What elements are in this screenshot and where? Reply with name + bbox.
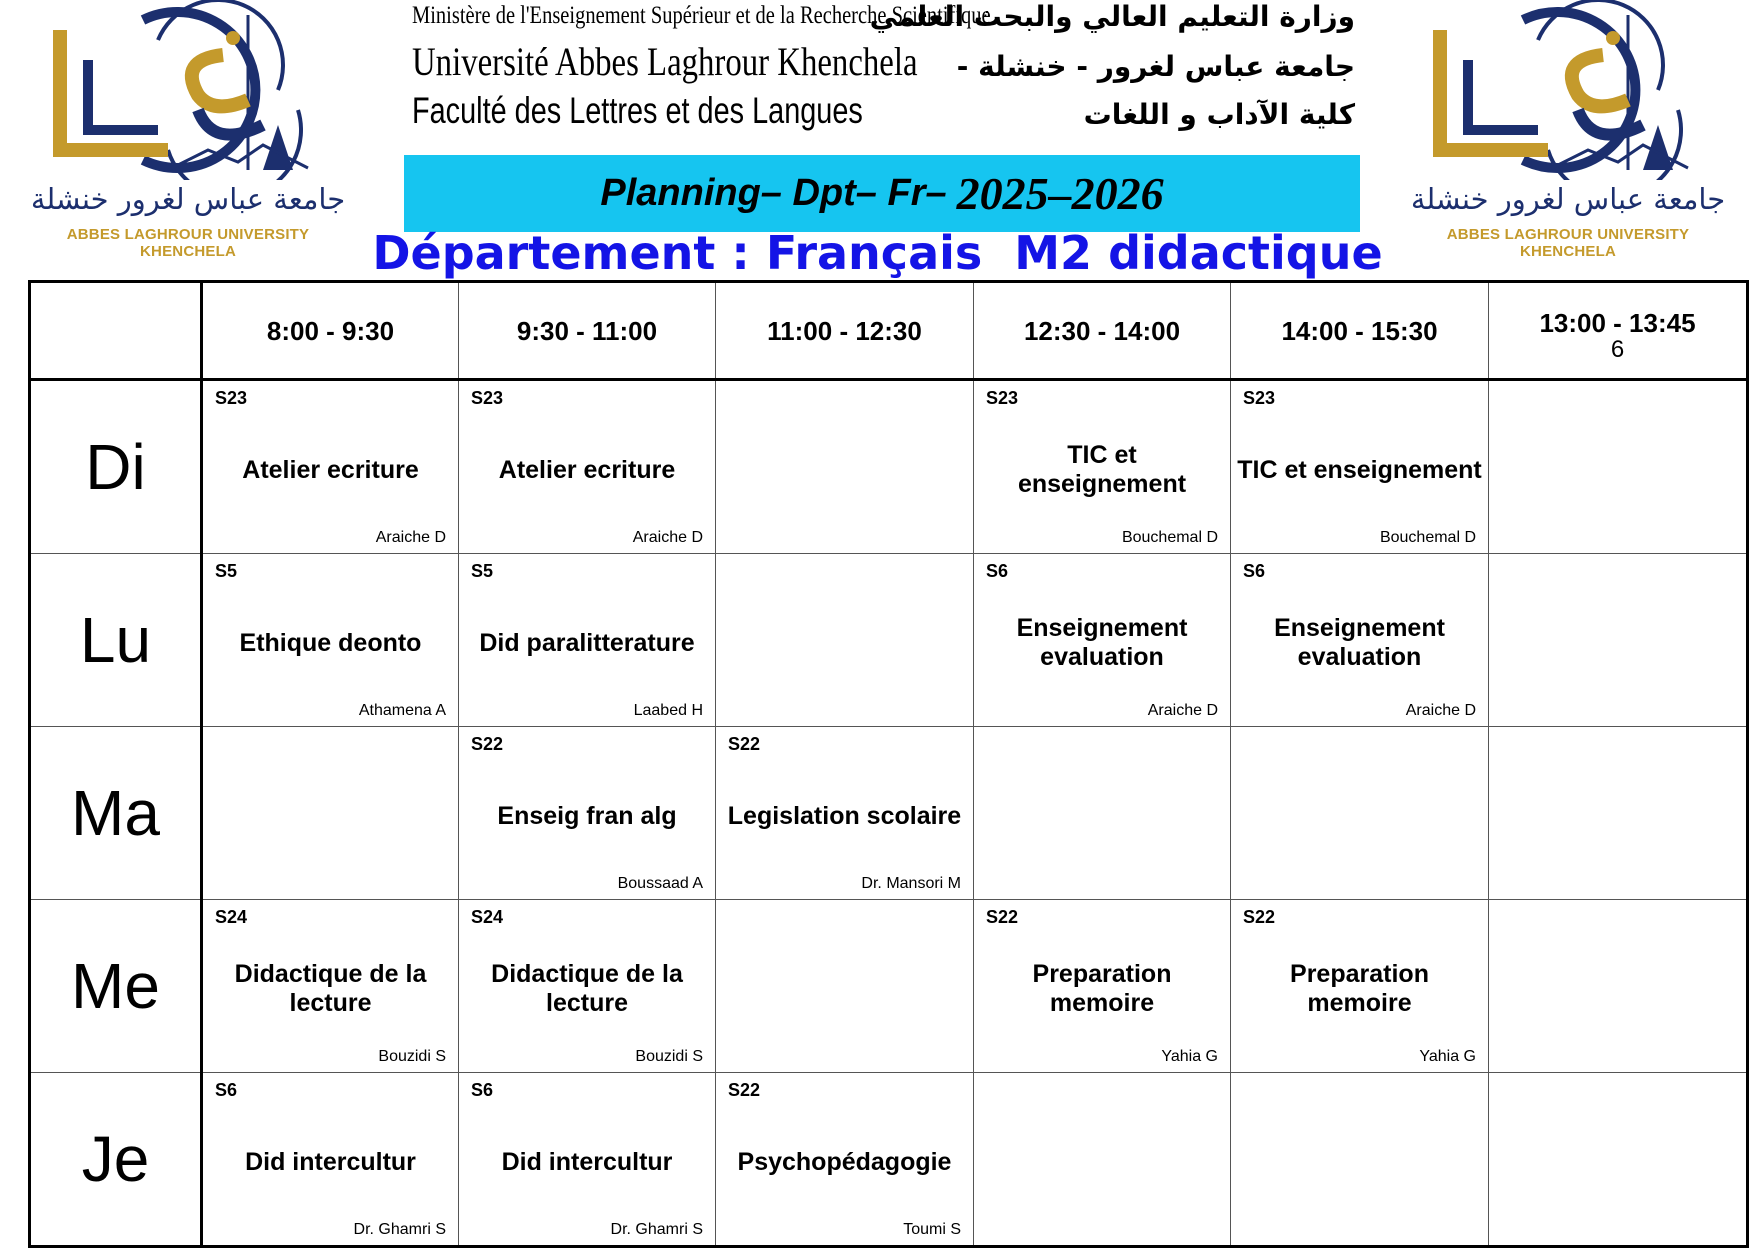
room-label: S5 <box>215 561 238 581</box>
course-name: Did intercultur <box>501 1147 673 1176</box>
time-slot-header-row <box>30 282 1748 380</box>
schedule-cell <box>974 900 1231 1073</box>
course-name: Ethique deonto <box>239 628 422 657</box>
course-name: Didactique de la lecture <box>234 960 427 1017</box>
course-name <box>209 727 452 899</box>
teacher-name: Bouchemal D <box>1121 529 1218 546</box>
course-name: Preparation memoire <box>1032 960 1172 1017</box>
room-label: S23 <box>986 388 1019 408</box>
schedule-cell <box>459 900 716 1073</box>
schedule-cell <box>716 727 974 900</box>
university-logo-left <box>18 0 358 260</box>
schedule-cell <box>716 900 974 1073</box>
logo-arabic-name: جامعة عباس لغرور خنشلة <box>30 182 346 216</box>
planning-banner <box>404 155 1360 232</box>
day-row <box>30 554 1748 727</box>
course-name: Did intercultur <box>245 1147 416 1176</box>
department-title: Département : Français M2 didactique <box>372 226 1383 280</box>
schedule-cell <box>1489 727 1748 900</box>
schedule-cell <box>459 380 716 554</box>
schedule-cell <box>1489 554 1748 727</box>
room-label: S23 <box>215 388 248 408</box>
day-label: Di <box>30 380 202 554</box>
course-name: Legislation scolaire <box>727 801 962 830</box>
room-label: S22 <box>728 1080 761 1100</box>
teacher-name: Bouzidi S <box>635 1048 703 1065</box>
teacher-name: Laabed H <box>633 702 703 719</box>
room-label: S23 <box>1243 388 1276 408</box>
course-name <box>980 1073 1224 1245</box>
course-name: Enseignement evaluation <box>1016 614 1188 671</box>
day-row <box>30 727 1748 900</box>
planning-label: Planning– Dpt– Fr– <box>600 172 947 214</box>
time-slot-header: 11:00 - 12:30 <box>716 282 974 380</box>
university-logo-right <box>1398 0 1738 260</box>
university-title-fr: Université Abbes Laghrour Khenchela <box>412 39 918 84</box>
teacher-name: Bouchemal D <box>1379 529 1476 546</box>
day-label: Je <box>30 1073 202 1247</box>
course-name: TIC et enseignement <box>1017 441 1187 498</box>
teacher-name: Dr. Ghamri S <box>353 1221 446 1238</box>
schedule-cell <box>202 380 459 554</box>
room-label: S5 <box>471 561 494 581</box>
course-name <box>722 900 967 1072</box>
schedule-cell <box>459 554 716 727</box>
schedule-cell <box>974 727 1231 900</box>
schedule-cell <box>974 1073 1231 1247</box>
logo-english-name: ABBES LAGHROUR UNIVERSITY KHENCHELA <box>66 226 310 260</box>
room-label: S6 <box>471 1080 494 1100</box>
day-label: Ma <box>30 727 202 900</box>
teacher-name: Araiche D <box>1405 702 1476 719</box>
time-slot-header: 14:00 - 15:30 <box>1231 282 1489 380</box>
schedule-cell <box>1231 554 1489 727</box>
room-label: S22 <box>728 734 761 754</box>
time-slot-header: 9:30 - 11:00 <box>459 282 716 380</box>
time-slot-header: 12:30 - 14:00 <box>974 282 1231 380</box>
course-name <box>722 554 967 726</box>
schedule-cell <box>1489 900 1748 1073</box>
course-name: Atelier ecriture <box>498 455 676 484</box>
faculty-title-ar: كلية الآداب و اللغات <box>1083 98 1355 131</box>
course-name <box>980 727 1224 899</box>
ministry-title-ar: وزارة التعليم العالي والبحث العلمي <box>869 0 1355 33</box>
schedule-cell <box>459 727 716 900</box>
room-label: S22 <box>471 734 504 754</box>
course-name: Atelier ecriture <box>242 455 419 484</box>
schedule-cell <box>459 1073 716 1247</box>
schedule-cell <box>716 1073 974 1247</box>
university-emblem-icon <box>48 0 338 180</box>
course-name <box>1495 727 1740 899</box>
room-label: S6 <box>1243 561 1266 581</box>
schedule-cell <box>1231 900 1489 1073</box>
course-name <box>1495 554 1740 726</box>
course-name <box>722 381 967 553</box>
time-slot-header: 13:00 - 13:45 6 <box>1489 282 1748 380</box>
time-slot-header: 8:00 - 9:30 <box>202 282 459 380</box>
teacher-name: Bouzidi S <box>378 1048 446 1065</box>
room-label: S6 <box>986 561 1009 581</box>
day-label: Me <box>30 900 202 1073</box>
schedule-cell <box>716 380 974 554</box>
schedule-cell <box>202 900 459 1073</box>
course-name <box>1495 1073 1740 1245</box>
day-row <box>30 380 1748 554</box>
course-name: Didactique de la lecture <box>491 960 683 1017</box>
teacher-name: Araiche D <box>632 529 703 546</box>
course-name: Enseignement evaluation <box>1274 614 1445 671</box>
room-label: S24 <box>471 907 504 927</box>
schedule-cell <box>1231 380 1489 554</box>
schedule-cell <box>974 380 1231 554</box>
corner-cell <box>30 282 202 380</box>
logo-english-name: ABBES LAGHROUR UNIVERSITY KHENCHELA <box>1446 226 1690 260</box>
day-label: Lu <box>30 554 202 727</box>
schedule-table <box>28 280 1749 1248</box>
room-label: S22 <box>986 907 1019 927</box>
course-name: Did paralitterature <box>479 628 695 657</box>
schedule-cell <box>716 554 974 727</box>
teacher-name: Araiche D <box>375 529 446 546</box>
teacher-name: Athamena A <box>358 702 446 719</box>
schedule-cell <box>1231 1073 1489 1247</box>
course-name <box>1237 1073 1482 1245</box>
course-name: Preparation memoire <box>1290 960 1429 1017</box>
room-label: S23 <box>471 388 504 408</box>
teacher-name: Dr. Mansori M <box>861 875 961 892</box>
day-row <box>30 900 1748 1073</box>
university-emblem-icon <box>1428 0 1718 180</box>
teacher-name: Boussaad A <box>617 875 703 892</box>
course-name <box>1495 381 1740 553</box>
room-label: S22 <box>1243 907 1276 927</box>
room-label: S6 <box>215 1080 238 1100</box>
teacher-name: Araiche D <box>1147 702 1218 719</box>
room-label: S24 <box>215 907 248 927</box>
schedule-cell <box>1489 380 1748 554</box>
course-name <box>1495 900 1740 1072</box>
teacher-name: Dr. Ghamri S <box>610 1221 703 1238</box>
day-row <box>30 1073 1748 1247</box>
schedule-cell <box>974 554 1231 727</box>
course-name <box>1237 727 1482 899</box>
ministry-title-fr: Ministère de l'Enseignement Supérieur et de la Recherche Scientifique <box>412 2 991 29</box>
faculty-title-fr: Faculté des Lettres et des Langues <box>412 90 863 131</box>
teacher-name: Yahia G <box>1419 1048 1476 1065</box>
course-name: Psychopédagogie <box>737 1147 952 1176</box>
teacher-name: Toumi S <box>903 1221 961 1238</box>
schedule-cell <box>202 727 459 900</box>
course-name: Enseig fran alg <box>497 801 677 830</box>
schedule-cell <box>202 554 459 727</box>
schedule-cell <box>202 1073 459 1247</box>
schedule-cell <box>1489 1073 1748 1247</box>
schedule-cell <box>1231 727 1489 900</box>
logo-arabic-name: جامعة عباس لغرور خنشلة <box>1410 182 1726 216</box>
academic-year: 2025–2026 <box>956 168 1164 219</box>
course-name: TIC et enseignement <box>1237 455 1482 484</box>
university-title-ar: جامعة عباس لغرور - خنشلة - <box>956 50 1355 83</box>
teacher-name: Yahia G <box>1161 1048 1218 1065</box>
